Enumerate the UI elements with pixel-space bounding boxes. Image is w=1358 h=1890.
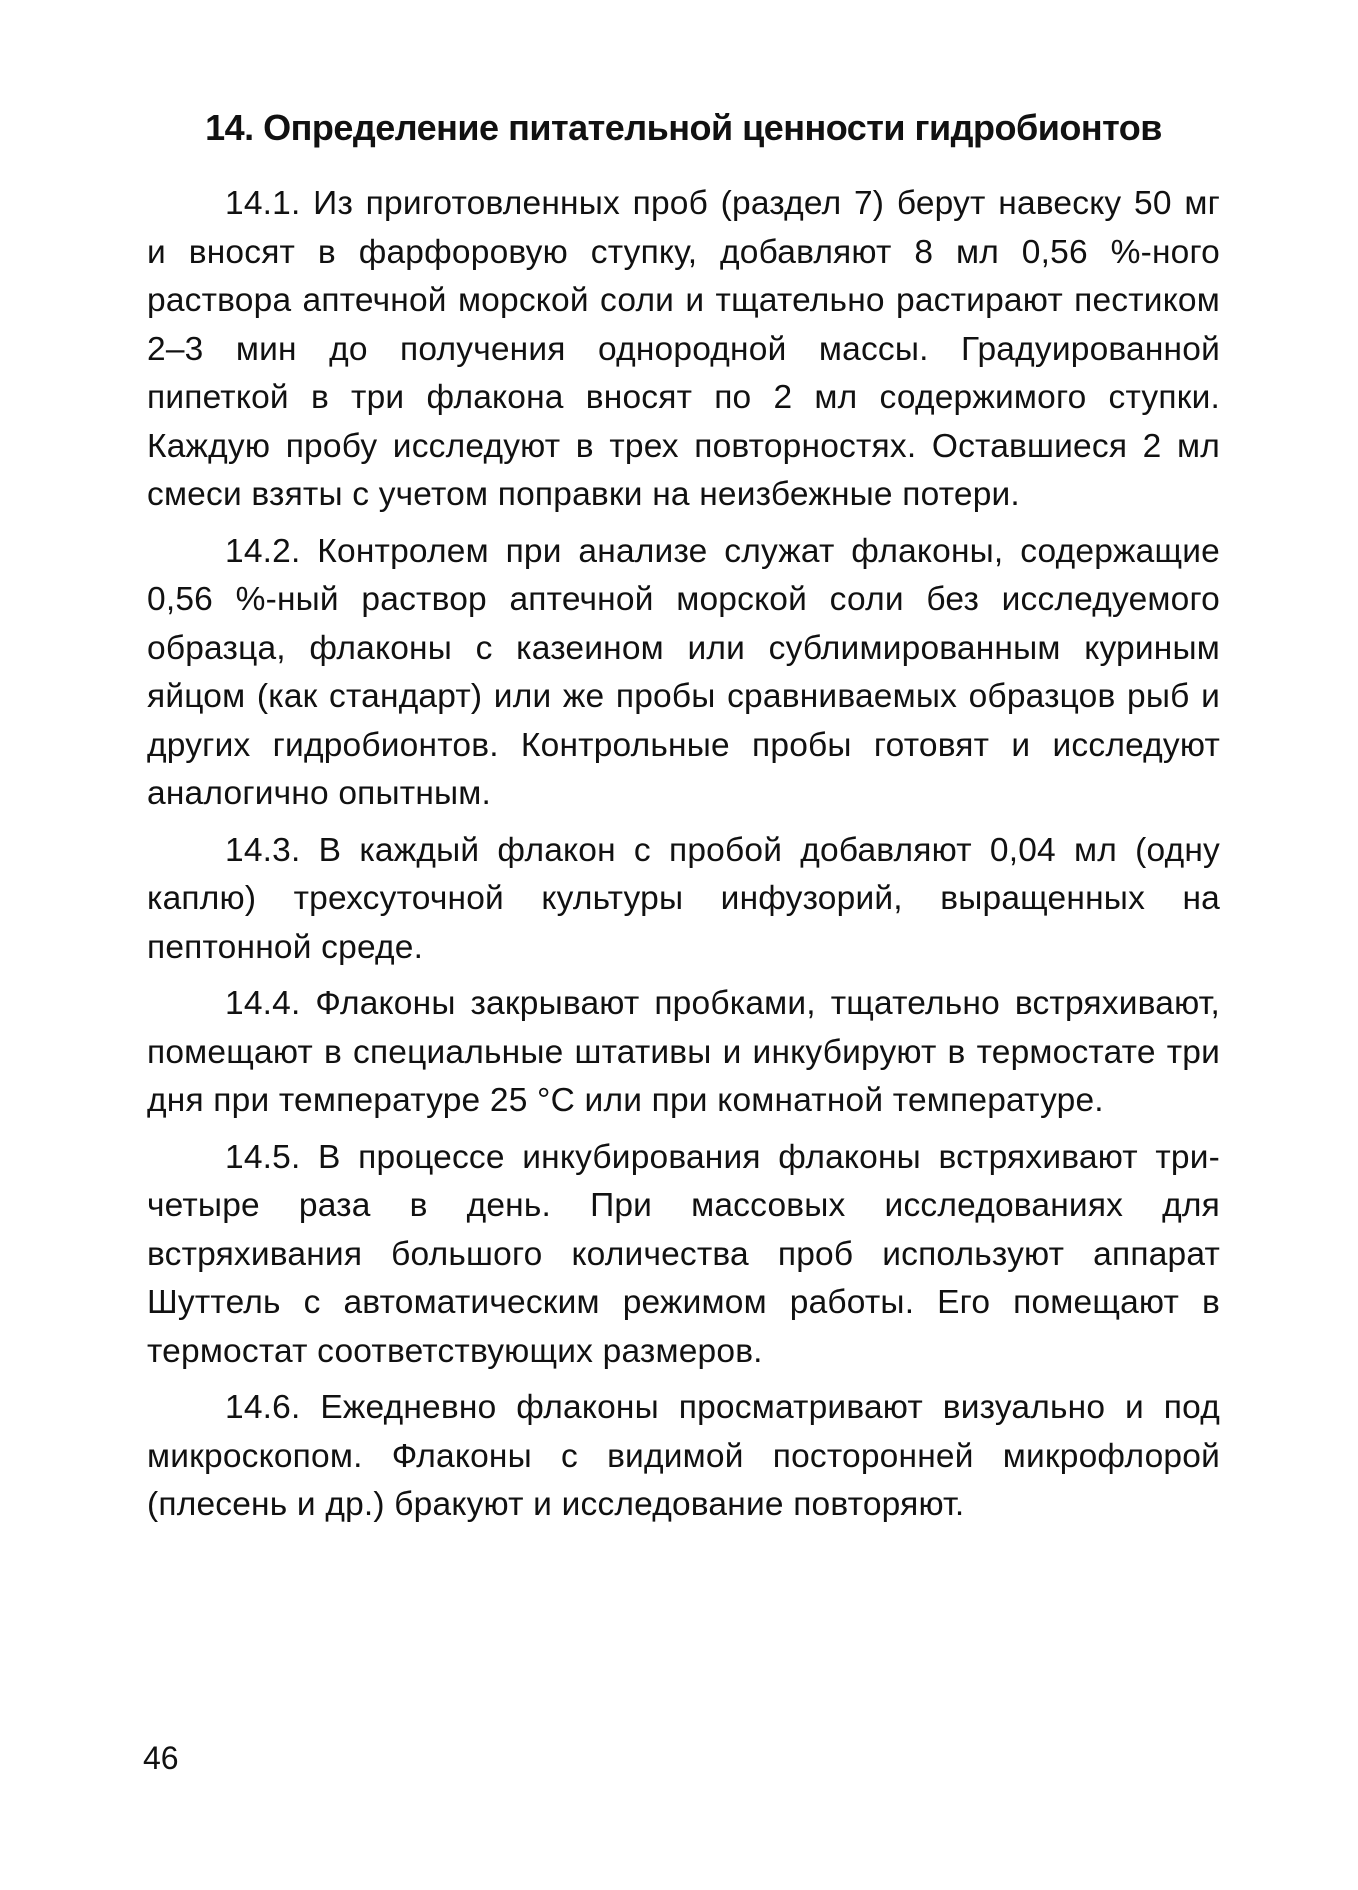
paragraph-14-3: 14.3. В каждый флакон с пробой добавляют 0,04 мл (одну каплю) трехсуточной культуры инфузорий, выращенных на пептонной среде. [147,831,1220,966]
document-page [147,106,1220,1538]
paragraph-14-2: 14.2. Контролем при анализе служат флаконы, содержащие 0,56 %-ный раствор аптечной морской соли без исследуемого образца, флаконы с казеином или сублимированным куриным яйцом (как стандарт) или же пробы сравниваемых образцов рыб и других гидробионтов. Контрольные пробы готовят и исследуют аналогично опытным. [147,532,1220,812]
paragraph-14-4: 14.4. Флаконы закрывают пробками, тщательно встряхивают, помещают в специальные штативы и инкубируют в термостате три дня при температуре 25 °С или при комнатной температуре. [147,985,1220,1119]
paragraph-14-6: 14.6. Ежедневно флаконы просматривают визуально и под микроскопом. Флаконы с видимой посторонней микрофлорой (плесень и др.) бракуют и исследование повторяют. [147,1389,1220,1523]
paragraph-14-1: 14.1. Из приготовленных проб (раздел 7) берут навеску 50 мг и вносят в фарфоровую ступку, добавляют 8 мл 0,56 %-ного раствора аптечной морской соли и тщательно растирают пестиком 2–3 мин до получения однородной массы. Градуированной пипеткой в три флакона вносят по 2 мл содержимого ступки. Каждую пробу исследуют в трех повторностях. Оставшиеся 2 мл смеси взяты с учетом поправки на неизбежные потери. [147,185,1220,513]
paragraph-14-5: 14.5. В процессе инкубирования флаконы встряхивают три-четыре раза в день. При массовых исследованиях для встряхивания большого количества проб используют аппарат Шуттель с автоматическим режимом работы. Его помещают в термостат соответствующих размеров. [147,1138,1220,1370]
page-number: 46 [143,1740,179,1776]
section-heading: 14. Определение питательной ценности гидробионтов [205,107,1162,148]
